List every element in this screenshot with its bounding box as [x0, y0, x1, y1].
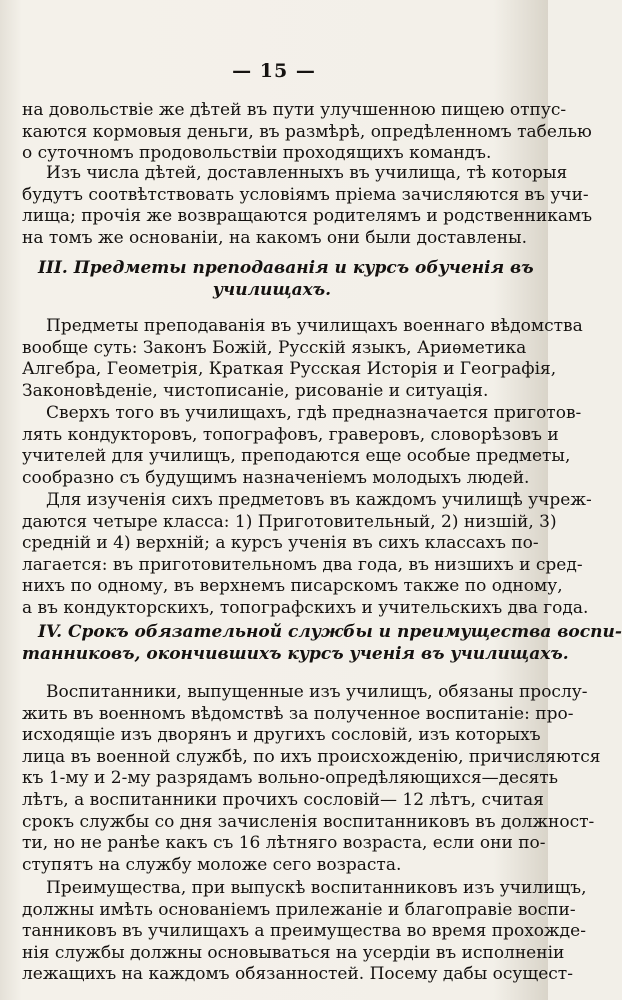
- text-line: срокъ службы со дня зачисленія воспитанниковъ въ должност-: [22, 811, 595, 832]
- text-line: лагается: въ приготовительномъ два года, въ низшихъ и сред-: [22, 554, 583, 575]
- text-line: лица въ военной службѣ, по ихъ происхожденію, причисляются: [22, 746, 601, 767]
- heading-line: танниковъ, окончившихъ курсъ ученія въ училищахъ.: [22, 643, 569, 664]
- text-line: будутъ соотвѣтствовать условіямъ пріема зачисляются въ учи-: [22, 184, 589, 205]
- text-line: лѣтъ, а воспитанники прочихъ сословій— 12 лѣтъ, считая: [22, 789, 544, 810]
- text-line: Для изученія сихъ предметовъ въ каждомъ училищѣ учреж-: [46, 490, 592, 510]
- text-line: Сверхъ того въ училищахъ, гдѣ предназначается приготов-: [46, 403, 582, 423]
- text-line: ти, но не ранѣе какъ съ 16 лѣтняго возраста, если они по-: [22, 833, 546, 854]
- text-line: вообще суть: Законъ Божій, Русскій языкъ, Ариѳметика: [22, 337, 527, 358]
- text-line: нія службы должны основываться на усердіи въ исполненіи: [22, 942, 565, 963]
- text-line: исходящіе изъ дворянъ и другихъ сословій, изъ которыхъ: [22, 725, 541, 746]
- text-line: лежащихъ на каждомъ обязанностей. Посему дабы осущест-: [22, 964, 573, 985]
- text-line: должны имѣть основаніемъ прилежаніе и благоправіе воспи-: [22, 899, 576, 920]
- paragraph-admission: [22, 163, 593, 249]
- text-line: къ 1-му и 2-му разрядамъ вольно-опредѣляющихся—десять: [22, 768, 559, 789]
- section-heading-iii: [22, 258, 534, 301]
- text-line: жить въ военномъ вѣдомствѣ за полученное воспитаніе: про-: [22, 703, 574, 724]
- text-line: сообразно съ будущимъ назначеніемъ молодыхъ людей.: [22, 467, 530, 488]
- heading-line: III. Предметы преподаванія и курсъ обученія въ: [38, 258, 534, 278]
- section-heading-iv: [22, 622, 622, 665]
- paragraph-continuation: [22, 100, 592, 165]
- text-line: Предметы преподаванія въ училищахъ военнаго вѣдомства: [46, 316, 583, 336]
- paragraph-subjects: [22, 316, 583, 402]
- heading-line: училищахъ.: [212, 279, 332, 300]
- text-line: Преимущества, при выпускѣ воспитанниковъ изъ училищъ,: [46, 878, 587, 898]
- text-line: даются четыре класса: 1) Приготовительный, 2) низшій, 3): [22, 511, 557, 532]
- text-line: средній и 4) верхній; а курсъ ученія въ сихъ классахъ по-: [22, 533, 539, 554]
- text-line: каются кормовыя деньги, въ размѣрѣ, опредѣленномъ табелью: [22, 121, 592, 142]
- text-line: Изъ числа дѣтей, доставленныхъ въ училища, тѣ которыя: [46, 163, 568, 183]
- text-line: на довольствіе же дѣтей въ пути улучшенною пищею отпус-: [22, 100, 567, 120]
- paragraph-special-subjects: [22, 403, 582, 489]
- text-line: о суточномъ продовольствіи проходящихъ командъ.: [22, 143, 492, 164]
- text-line: ступятъ на службу моложе сего возраста.: [22, 854, 402, 875]
- text-line: учителей для училищъ, преподаются еще особые предметы,: [22, 446, 571, 467]
- text-line: лища; прочія же возвращаются родителямъ и родственникамъ: [22, 206, 593, 227]
- paragraph-classes: [22, 490, 592, 620]
- text-line: танниковъ въ училищахъ а преимущества во время прохожде-: [22, 921, 586, 942]
- text-line: Воспитанники, выпущенные изъ училищъ, обязаны прослу-: [46, 682, 588, 702]
- text-line: лять кондукторовъ, топографовъ, граверовъ, словорѣзовъ и: [22, 424, 559, 445]
- text-line: нихъ по одному, въ верхнемъ писарскомъ также по одному,: [22, 576, 563, 597]
- text-line: на томъ же основаніи, на какомъ они были доставлены.: [22, 227, 527, 248]
- paragraph-privileges: [22, 878, 587, 986]
- text-line: Алгебра, Геометрія, Краткая Русская Исторія и Географія,: [22, 359, 557, 380]
- page-number: — 15 —: [232, 60, 316, 82]
- text-line: Законовѣденіе, чистописаніе, рисованіе и ситуація.: [22, 380, 489, 401]
- text-line: а въ кондукторскихъ, топографскихъ и учительскихъ два года.: [22, 597, 589, 618]
- heading-line: IV. Срокъ обязательной службы и преимущества воспи-: [38, 622, 622, 642]
- paragraph-service-term: [22, 682, 601, 876]
